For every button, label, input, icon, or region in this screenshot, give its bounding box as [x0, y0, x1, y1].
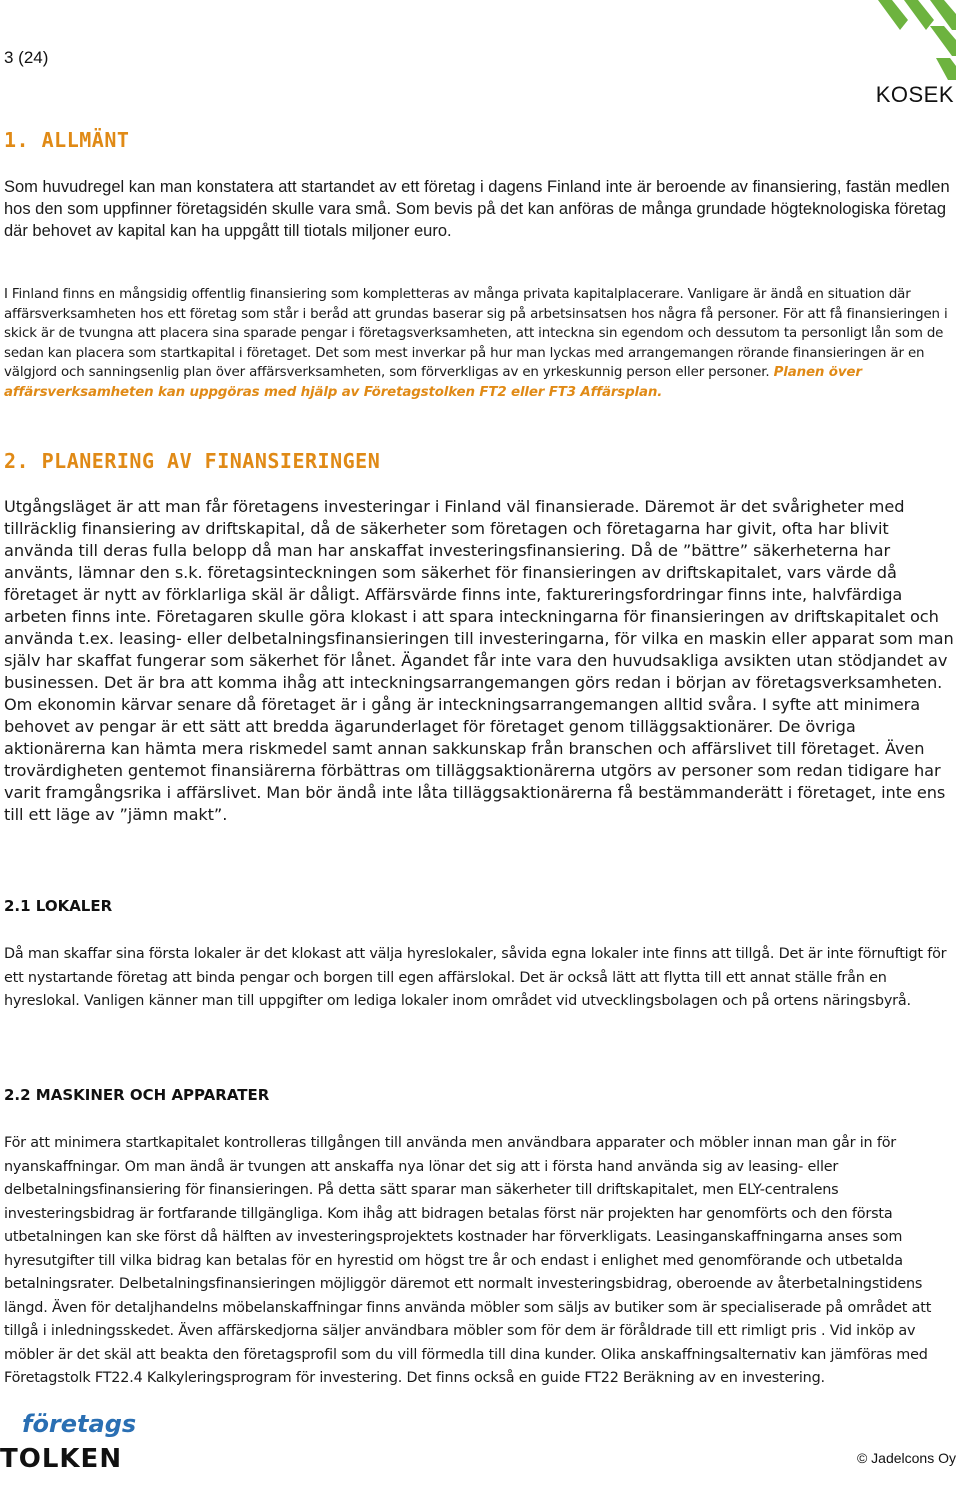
affarsplan-highlight: Planen över affärsverksamheten kan uppgöras med hjälp av Företagstolken FT2 eller FT3 Affärsplan. [4, 365, 862, 400]
copyright-notice: © Jadelcons Oy [856, 1450, 956, 1466]
section-1-title: 1. ALLMÄNT [4, 128, 130, 152]
section-1-paragraph-2 [4, 285, 956, 402]
kosek-wordmark: KOSEK [875, 82, 954, 107]
section-2-1-title: 2.1 LOKALER [4, 897, 113, 915]
section-2-2-paragraph: För att minimera startkapitalet kontrolleras tillgången till använda men användbara apparater och möbler innan man går in för nyanskaffningar. Om man ändå är tvungen att anskaffa nya lönar det sig att i första hand använda sig av leasing- eller delbetalningsfinansiering för finansieringen. På detta sätt sparar man säkerheter till driftskapitalet, men ELY-centralens investeringsbidrag är fortfarande tillgängliga. Kom ihåg att bidragen betalas först när projekten har genomförts och den första utbetalningen kan ske först då hälften av investeringsprojektets kostnader har förverkligats. Leasinganskaffningarna anses som hyresutgifter till vilka bidrag kan betalas för en hyrestid om högst tre år och endast i enlighet med genomförande och utbetalda betalningsrater. Delbetalningsfinansieringen möjliggör däremot ett normalt investeringsbidrag, oberoende av återbetalningstidens längd. Även för detaljhandelns möbelanskaffningar finns använda möbler som säljs av butiker som är specialiserade på området att tillgå i inledningsskedet. Även affärskedjorna säljer användbara möbler som för dem är föråldrade till ett rimligt pris . Vid inköp av möbler är det skäl att beakta den företagsprofil som du vill förmedla till dina kunder. Olika anskaffningsalternativ kan jämföras med Företagstolk FT22.4 Kalkyleringsprogram för investering. Det finns också en guide FT22 Beräkning av en investering. [4, 1135, 932, 1386]
section-2-paragraph-1: Utgångsläget är att man får företagens investeringar i Finland väl finansierade. Däremot är det svårigheter med tillräcklig finansiering av driftskapital, då de säkerheter som företagen och företagarna har givit, ofta har blivit använda till deras fulla belopp då man har anskaffat investeringsfinansiering. Då de ”bättre” säkerheterna har använts, lämnar den s.k. företagsinteckningen som säkerhet för finansieringen av driftskapitalet, vars värde då företaget är nytt av förklarliga skäl är dåligt. Affärsvärde finns inte, faktureringsfordringar finns inte, halvfärdiga arbeten finns inte. Företagaren skulle göra klokast i att spara inteckningarna för finansieringen av driftskapitalet och använda t.ex. leasing- eller delbetalningsfinansieringen till investeringarna, för vilka en maskin eller apparat som man själv har skaffat fungerar som säkerhet för lånet. Ägandet får inte vara den huvudsakliga avsikten utan stödjandet av businessen. Det är bra att komma ihåg att inteckningsarrangemangen görs redan i början av företagsverksamheten. Om ekonomin kärvar senare då företaget är i gång är inteckningsarrangemangen alltid svåra. I syfte att minimera behovet av pengar är ett sätt att bredda ägarunderlaget för företaget genom tilläggsaktionärer. De övriga aktionärerna kan hämta mera riskmedel samt annan sakkunskap från branschen och affärslivet till företaget. Även trovärdigheten gentemot finansiärerna förbättras om tilläggsaktionärerna utgörs av personer som redan tidigare har varit framgångsrika i affärslivet. Man bör ändå inte låta tilläggsaktionärerna få bestämmanderätt i företaget, inte ens till ett läge av ”jämn makt”. [4, 497, 954, 824]
page-number: 3 (24) [4, 48, 49, 67]
section-1-paragraph-2-text: I Finland finns en mångsidig offentlig finansiering som kompletteras av många privata kapitalplacerare. Vanligare är ändå en situation där affärsverksamheten hos ett företag som står i beråd att grundas baserar sig på arbetsinsatsen hos några få personer. För att få finansieringen i skick är de tvungna att placera sina sparade pengar i företagsverksamheten, att inteckna sin egendom och dessutom ta personligt lån som de sedan kan placera som startkapital i företaget. Det som mest inverkar på hur man lyckas med arrangemangen rörande finansieringen är en välgjord och sanningsenlig plan över affärsverksamheten, som förverkligas av en yrkeskunnig person eller personer. [4, 287, 948, 380]
foretagstolken-logo-line1: företags [22, 1410, 137, 1438]
kosek-chevrons-icon [878, 0, 956, 80]
section-2-1-paragraph: Då man skaffar sina första lokaler är det klokast att välja hyreslokaler, såvida egna lokaler inte finns att tillgå. Det är inte förnuftigt för ett nystartande företag att binda pengar och borgen till egen affärslokal. Det är också lätt att flytta till ett annat ställe från en hyreslokal. Vanligen känner man till uppgifter om lediga lokaler inom området vid utvecklingsbolagen och på ortens näringsbyrå. [4, 946, 947, 1009]
kosek-logo [876, 0, 956, 108]
section-2-title: 2. PLANERING AV FINANSIERINGEN [4, 449, 381, 473]
section-2-2-title: 2.2 MASKINER OCH APPARATER [4, 1086, 270, 1104]
section-1-paragraph-1: Som huvudregel kan man konstatera att startandet av ett företag i dagens Finland inte är beroende av finansiering, fastän medlen hos den som uppfinner företagsidén skulle vara små. Som bevis på det kan anföras de många grundade högteknologiska företag där behovet av kapital kan ha uppgått till tiotals miljoner euro. [4, 178, 950, 240]
foretagstolken-logo-line2: TOLKEN [0, 1444, 123, 1474]
foretagstolken-logo [0, 1410, 160, 1488]
